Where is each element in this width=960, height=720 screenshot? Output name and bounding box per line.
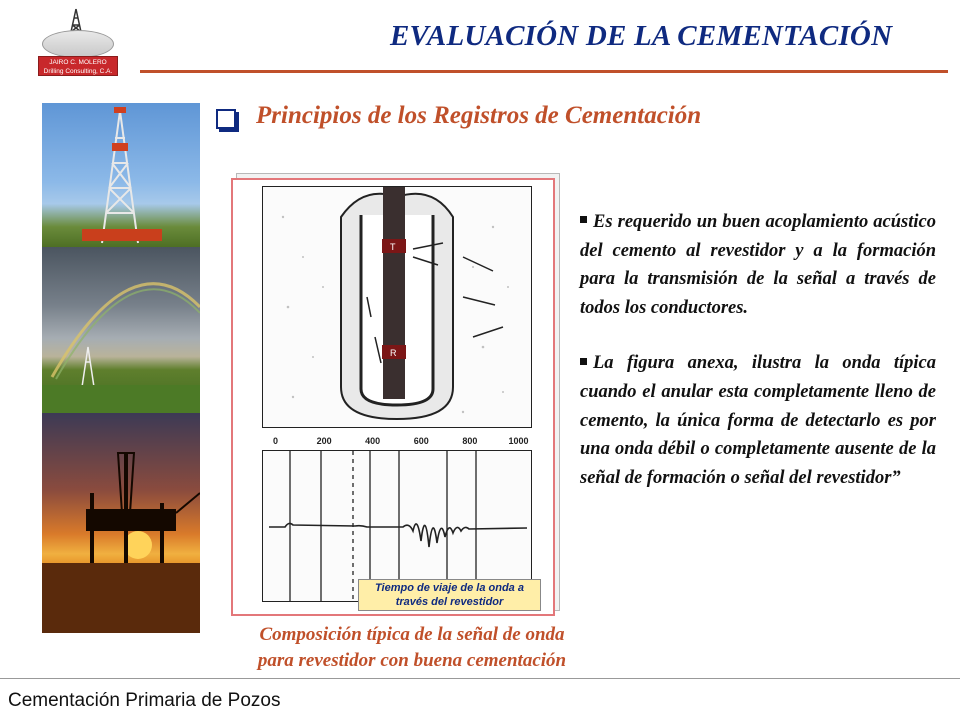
chart-tick-labels (262, 436, 532, 450)
footer-divider (0, 678, 960, 679)
square-bullet-icon (580, 358, 587, 365)
title-divider (140, 70, 948, 73)
globe-icon (42, 30, 114, 58)
caption-line-2: para revestidor con buena cementación (257, 650, 567, 671)
tick-label: 600 (413, 436, 429, 446)
svg-text:R: R (390, 348, 397, 358)
tick-label: 0 (272, 436, 279, 446)
bullet-text: La figura anexa, ilustra la onda típica cuando el anular esta completamente lleno de cemento, la única forma de detectarlo es por una onda débil o completamente ausente de la señal de formación o señal del revestidor” (580, 353, 936, 488)
tick-label: 400 (365, 436, 381, 446)
footer-text: Cementación Primaria de Pozos (8, 690, 281, 711)
tick-label: 1000 (508, 436, 529, 446)
svg-text:T: T (390, 242, 396, 252)
company-logo (36, 8, 120, 75)
logo-plate (38, 56, 118, 76)
bullet-paragraph (580, 349, 936, 492)
checkbox-bullet-icon (216, 109, 236, 129)
caption-line-1: Composición típica de la señal de onda (259, 624, 565, 645)
wellbore-diagram (262, 186, 532, 428)
photo-offshore-rig (42, 413, 200, 633)
photo-rainbow-rig (42, 247, 200, 413)
travel-time-callout: Tiempo de viaje de la onda a través del revestidor (358, 579, 541, 611)
tick-label: 800 (462, 436, 478, 446)
logo-line-1: JAIRO C. MOLERO (49, 59, 107, 66)
bullet-paragraph (580, 208, 936, 322)
square-bullet-icon (580, 216, 587, 223)
photo-strip (42, 103, 200, 633)
logo-line-2: Drilling Consulting, C.A. (43, 68, 113, 75)
section-subtitle: Principios de los Registros de Cementación (256, 102, 702, 129)
bullet-text: Es requerido un buen acoplamiento acústico del cemento al revestidor y a la formación para la transmisión de la señal a través de todos los conductores. (580, 212, 936, 318)
body-text (580, 208, 936, 492)
page-title: EVALUACIÓN DE LA CEMENTACIÓN (390, 20, 893, 52)
photo-drilling-rig (42, 103, 200, 247)
figure-caption (200, 622, 624, 674)
tick-label: 200 (316, 436, 332, 446)
